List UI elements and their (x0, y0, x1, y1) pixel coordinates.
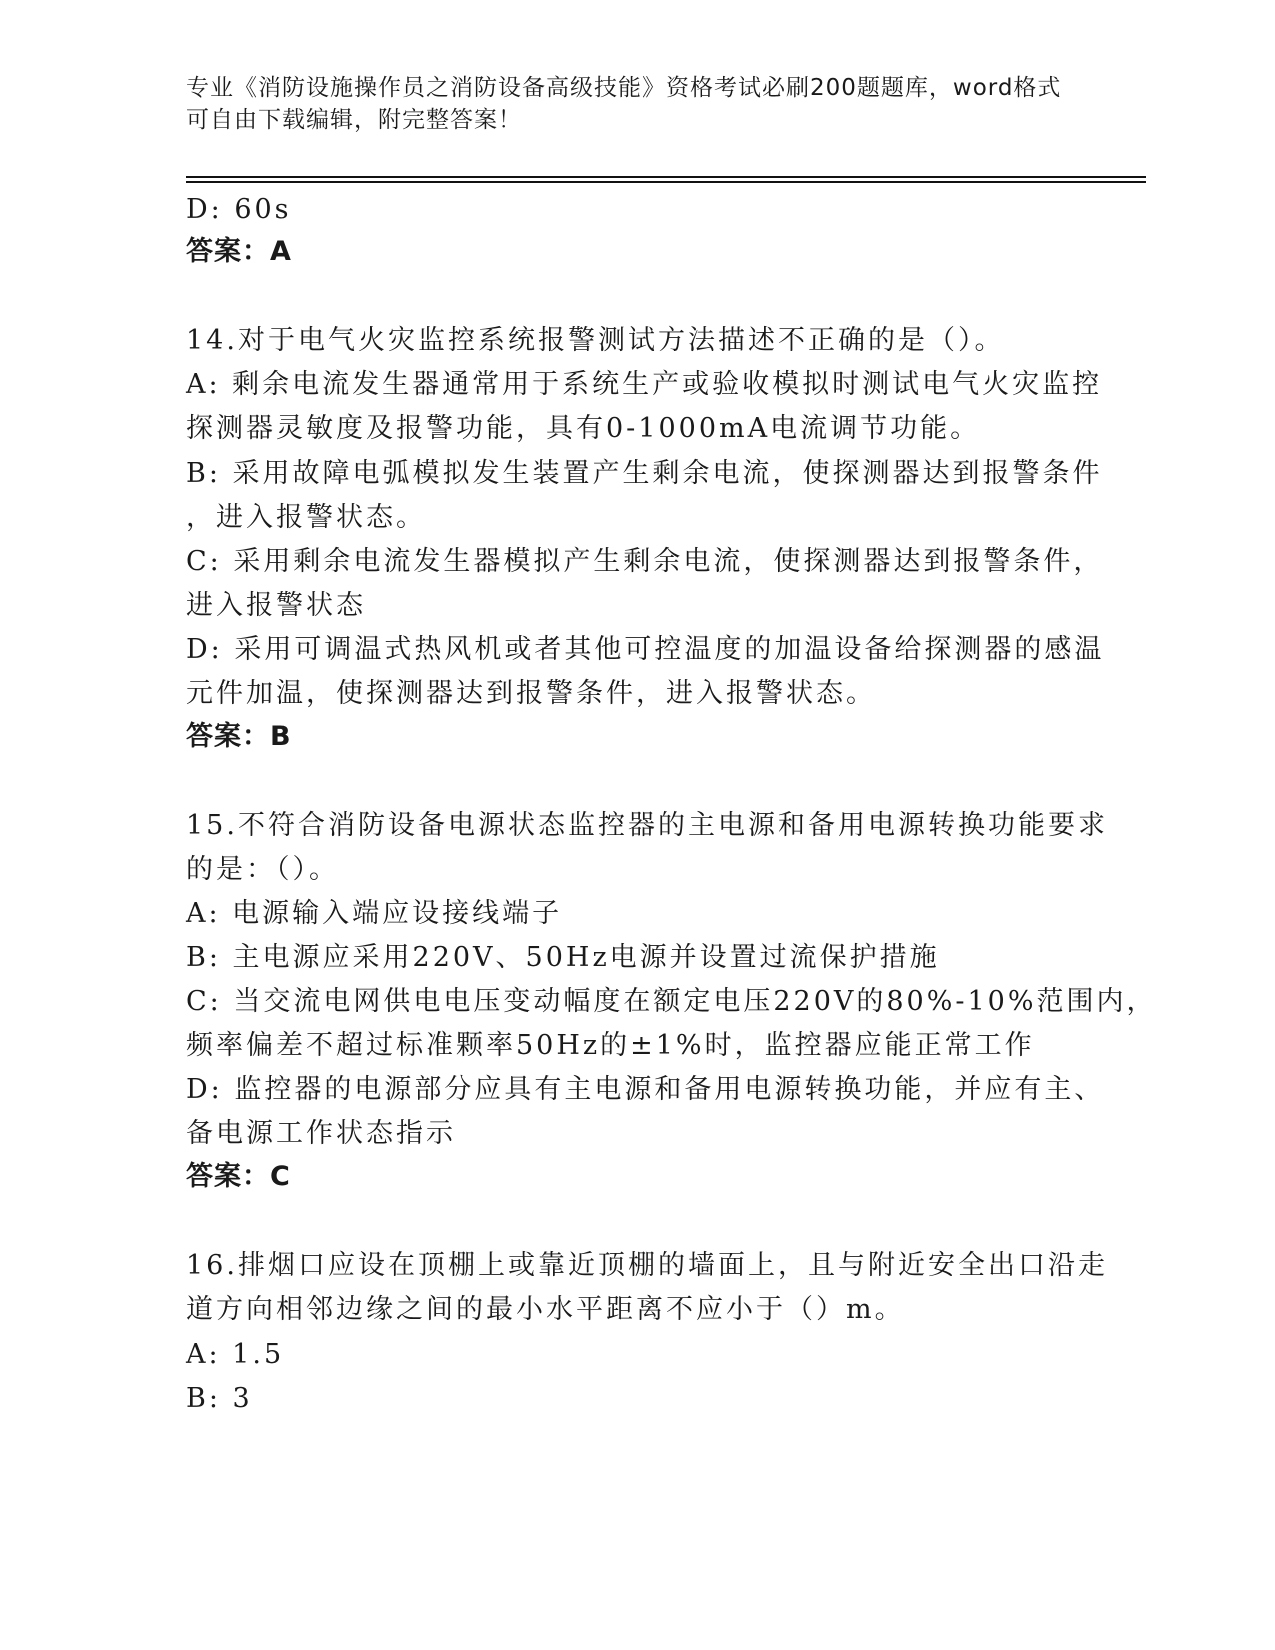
q16-option-b: B: 3 (186, 1383, 253, 1414)
q14-option-b: B: 采用故障电弧模拟发生装置产生剩余电流，使探测器达到报警条件 (186, 458, 1103, 489)
q16-question: 16.排烟口应设在顶棚上或靠近顶棚的墙面上，且与附近安全出口沿走 (186, 1250, 1108, 1281)
q14-option-c: C: 采用剩余电流发生器模拟产生剩余电流，使探测器达到报警条件， (186, 546, 1104, 577)
q15-question-cont: 的是：（）。 (186, 854, 339, 885)
q15-answer: 答案：C (186, 1161, 291, 1192)
q14-option-d-cont: 元件加温，使探测器达到报警条件，进入报警状态。 (186, 678, 876, 709)
q15-option-d: D: 监控器的电源部分应具有主电源和备用电源转换功能，并应有主、 (186, 1074, 1105, 1105)
q14-option-c-cont: 进入报警状态 (186, 590, 366, 621)
q14-question: 14.对于电气火灾监控系统报警测试方法描述不正确的是（）。 (186, 325, 1005, 356)
document-header: 专业《消防设施操作员之消防设备高级技能》资格考试必刷200题题库，word格式可自由下载编辑，附完整答案！ (186, 75, 1062, 133)
header-rule-bottom (186, 181, 1146, 183)
q16-option-a: A: 1.5 (186, 1339, 285, 1370)
q16-question-cont: 道方向相邻边缘之间的最小水平距离不应小于（）m。 (186, 1294, 905, 1325)
header-rule-top (186, 176, 1146, 178)
q14-option-a-cont: 探测器灵敏度及报警功能，具有0-1000mA电流调节功能。 (186, 413, 981, 444)
q14-option-b-cont: ，进入报警状态。 (186, 502, 426, 533)
q15-option-c-cont: 频率偏差不超过标准颗率50Hz的±1%时，监控器应能正常工作 (186, 1030, 1035, 1061)
q15-option-a: A: 电源输入端应设接线端子 (186, 898, 563, 929)
q15-option-b: B: 主电源应采用220V、50Hz电源并设置过流保护措施 (186, 942, 940, 973)
q15-question: 15.不符合消防设备电源状态监控器的主电源和备用电源转换功能要求 (186, 810, 1108, 841)
q15-option-d-cont: 备电源工作状态指示 (186, 1118, 456, 1149)
q15-option-c: C: 当交流电网供电电压变动幅度在额定电压220V的80%-10%范围内， (186, 986, 1157, 1017)
q14-answer: 答案：B (186, 721, 292, 752)
q13-answer: 答案：A (186, 236, 292, 267)
q13-option-d: D: 60s (186, 194, 292, 225)
q14-option-d: D: 采用可调温式热风机或者其他可控温度的加温设备给探测器的感温 (186, 634, 1105, 665)
q14-option-a: A: 剩余电流发生器通常用于系统生产或验收模拟时测试电气火灾监控 (186, 369, 1103, 400)
